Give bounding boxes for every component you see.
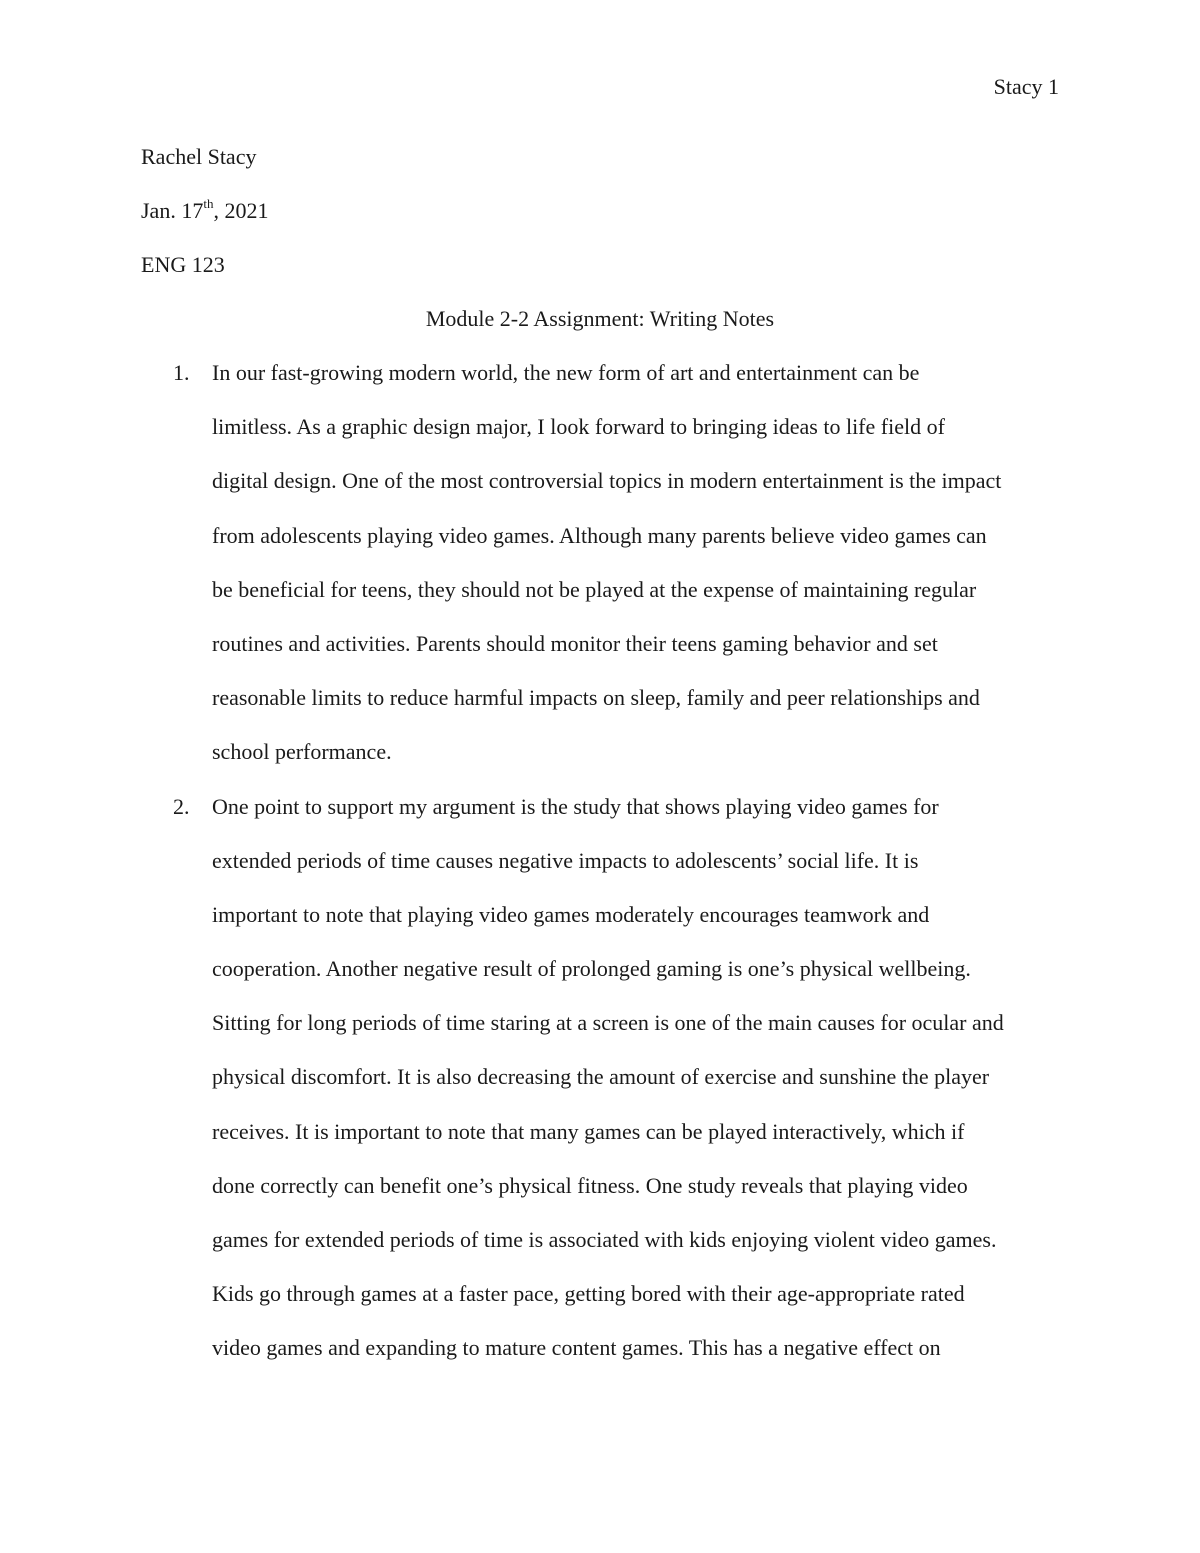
notes-list [0,358,1200,1388]
text-line: Kids go through games at a faster pace, getting bored with their age-appropriate rated [212,1281,965,1307]
list-item-text [212,792,1200,1388]
text-line: from adolescents playing video games. Although many parents believe video games can [212,522,987,548]
text-line: important to note that playing video games moderately encourages teamwork and [212,901,930,927]
list-item-text [212,358,1200,792]
text-line: Sitting for long periods of time staring at a screen is one of the main causes for ocular and [212,1010,1004,1036]
list-item [0,358,1200,792]
author-name: Rachel Stacy [141,144,257,169]
text-line: One point to support my argument is the study that shows playing video games for [212,793,939,819]
text-line: video games and expanding to mature content games. This has a negative effect on [212,1335,941,1361]
text-line: reasonable limits to reduce harmful impacts on sleep, family and peer relationships and [212,685,980,711]
list-item-number: 2. [173,793,190,819]
text-line: extended periods of time causes negative impacts to adolescents’ social life. It is [212,847,919,873]
course-code: ENG 123 [141,252,225,277]
text-line: receives. It is important to note that many games can be played interactively, which if [212,1118,965,1144]
date-suffix: , 2021 [213,198,269,223]
submission-date [141,196,268,226]
text-line: school performance. [212,739,392,765]
list-item [0,792,1200,1388]
document-title: Module 2-2 Assignment: Writing Notes [425,306,775,331]
text-line: physical discomfort. It is also decreasing the amount of exercise and sunshine the player [212,1064,990,1090]
text-line: be beneficial for teens, they should not be played at the expense of maintaining regular [212,576,977,602]
text-line: limitless. As a graphic design major, I look forward to bringing ideas to life field of [212,414,945,440]
text-line: cooperation. Another negative result of prolonged gaming is one’s physical wellbeing. [212,956,971,982]
text-line: digital design. One of the most controversial topics in modern entertainment is the impact [212,468,1002,494]
running-head: Stacy 1 [993,74,1059,99]
date-ordinal-suffix: th [203,195,214,211]
date-prefix: Jan. 17 [141,198,204,223]
list-item-number: 1. [173,360,190,385]
text-line: routines and activities. Parents should monitor their teens gaming behavior and set [212,630,938,656]
text-line: done correctly can benefit one’s physical fitness. One study reveals that playing video [212,1172,968,1198]
text-line: In our fast-growing modern world, the new form of art and entertainment can be [212,360,920,385]
text-line: games for extended periods of time is associated with kids enjoying violent video games. [212,1227,997,1252]
